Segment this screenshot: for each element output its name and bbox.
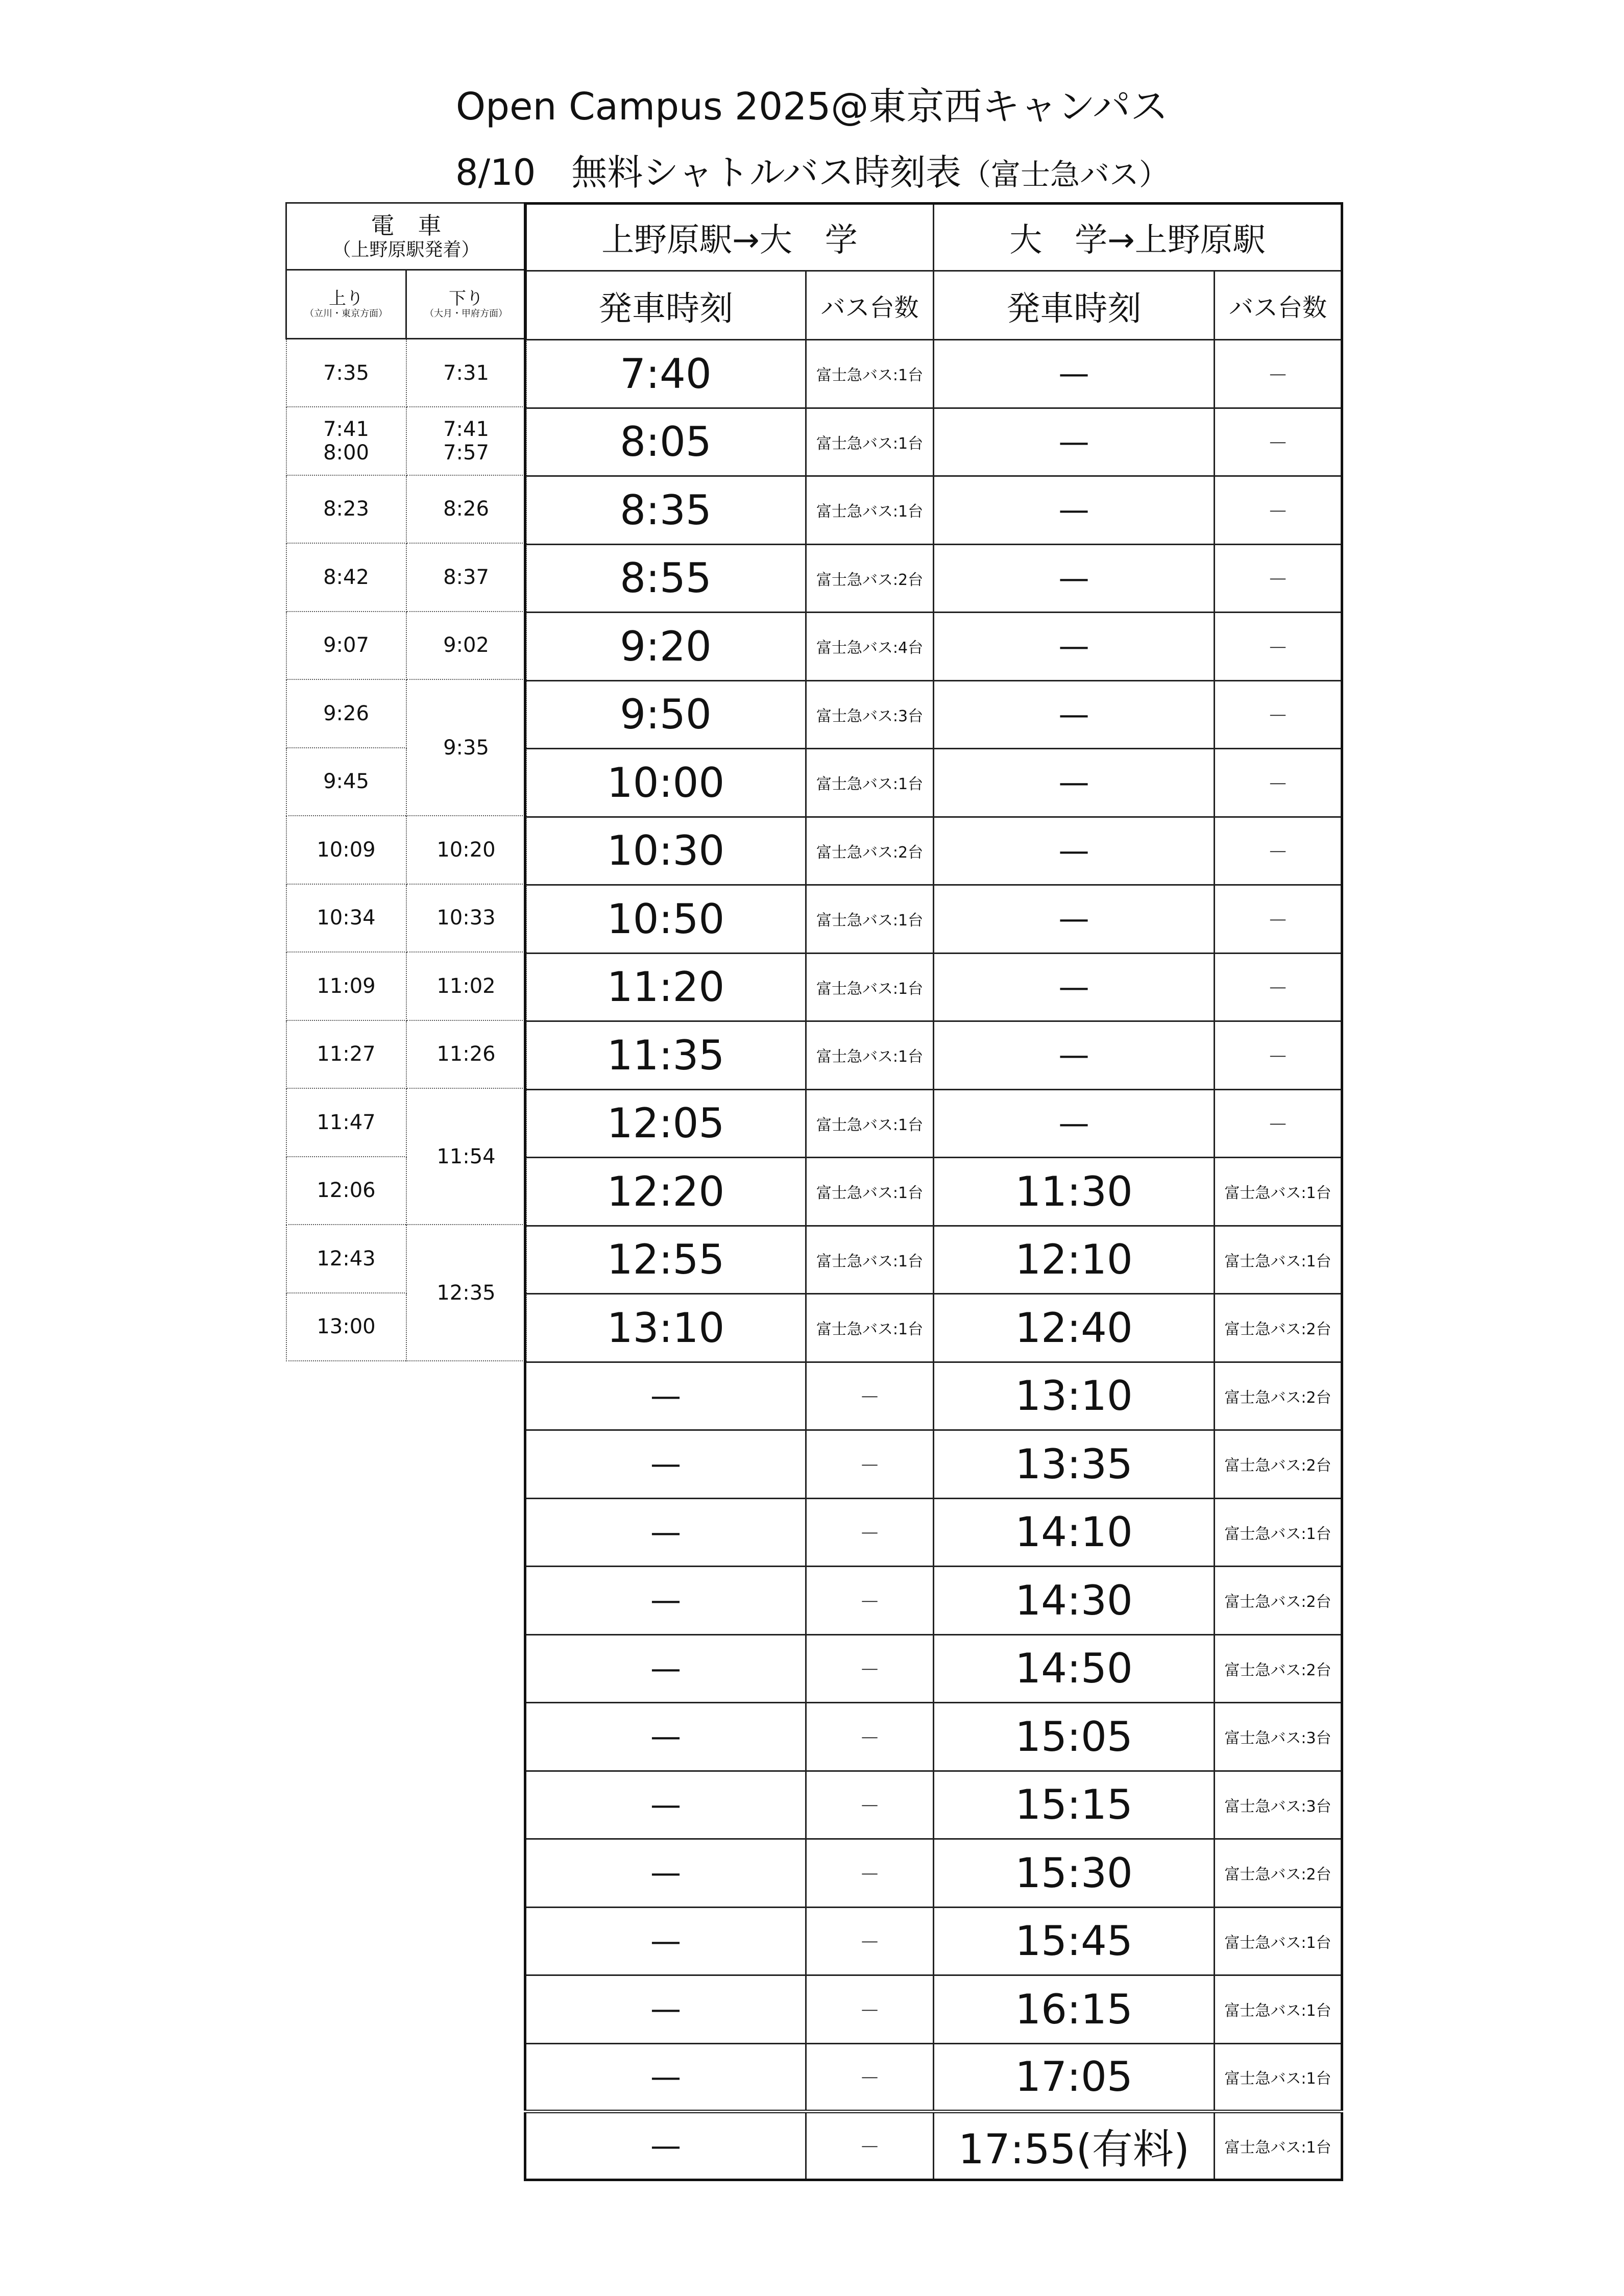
- departure-to-station: —: [934, 953, 1215, 1021]
- bus-count-to-station: 富士急バス:1台: [1215, 1975, 1342, 2044]
- down-train-time: 11:26: [406, 1020, 526, 1089]
- bus-count-to-university: －: [806, 1498, 934, 1567]
- departure-to-university: 9:50: [525, 680, 806, 749]
- departure-to-station: 14:30: [934, 1567, 1215, 1635]
- to-station-header: 大 学→上野原駅: [934, 204, 1342, 271]
- bus-count-to-university: 富士急バス:1台: [806, 885, 934, 954]
- bus-count-to-station: 富士急バス:3台: [1215, 1703, 1342, 1771]
- up-train-time: 10:09: [286, 816, 406, 884]
- bus-count-to-station: 富士急バス:2台: [1215, 1567, 1342, 1635]
- bus-count-to-university: 富士急バス:1台: [806, 340, 934, 408]
- bus-count-to-station: 富士急バス:1台: [1215, 1226, 1342, 1294]
- departure-to-station: —: [934, 885, 1215, 954]
- bus-count-to-station: －: [1215, 680, 1342, 749]
- bus-count-to-station: －: [1215, 476, 1342, 545]
- up-train-time: 12:06: [286, 1157, 406, 1225]
- down-train-time: 9:02: [406, 612, 526, 680]
- train-row: [286, 1225, 526, 1293]
- down-train-time: 11:02: [406, 952, 526, 1020]
- departure-to-station: 16:15: [934, 1975, 1215, 2044]
- down-header: [406, 270, 526, 339]
- departure-to-university: —: [525, 1634, 806, 1703]
- bus-row: [525, 1771, 1342, 1839]
- train-row: [286, 407, 526, 475]
- bus-row: [525, 1021, 1342, 1090]
- departure-to-university: 8:55: [525, 544, 806, 613]
- departure-to-university: —: [525, 2043, 806, 2112]
- down-train-time: 10:33: [406, 884, 526, 952]
- up-train-time: 13:00: [286, 1293, 406, 1361]
- down-train-time: 9:35: [406, 679, 526, 816]
- train-row: [286, 1020, 526, 1089]
- bus-count-to-university: 富士急バス:1台: [806, 1294, 934, 1362]
- up-train-time: 9:07: [286, 612, 406, 680]
- bus-count-to-station: 富士急バス:2台: [1215, 1294, 1342, 1362]
- bus-row: [525, 953, 1342, 1021]
- departure-to-station: —: [934, 408, 1215, 476]
- bus-count-to-station: －: [1215, 749, 1342, 817]
- departure-to-university: 13:10: [525, 1294, 806, 1362]
- train-row: [286, 612, 526, 680]
- bus-count-to-university: 富士急バス:1台: [806, 408, 934, 476]
- train-row: [286, 543, 526, 612]
- departure-to-university: 12:20: [525, 1158, 806, 1226]
- departure-to-university: 10:30: [525, 817, 806, 885]
- train-header: [286, 203, 526, 270]
- up-label: 上り: [329, 288, 363, 309]
- bus-row: [525, 1430, 1342, 1499]
- bus-count-to-university: －: [806, 1771, 934, 1839]
- departure-to-university: —: [525, 1498, 806, 1567]
- bus-count-to-university: －: [806, 2112, 934, 2180]
- departure-to-station: 14:50: [934, 1634, 1215, 1703]
- bus-row: [525, 340, 1342, 408]
- bus-row: [525, 885, 1342, 954]
- bus-count-to-university: －: [806, 1567, 934, 1635]
- departure-to-university: —: [525, 1907, 806, 1975]
- bus-count-to-station: －: [1215, 885, 1342, 954]
- to-university-header: 上野原駅→大 学: [525, 204, 934, 271]
- down-train-time: 7:41 7:57: [406, 407, 526, 475]
- bus-row: [525, 749, 1342, 817]
- bus-row: [525, 1703, 1342, 1771]
- departure-to-university: —: [525, 2112, 806, 2180]
- bus-count-to-university: －: [806, 1975, 934, 2044]
- bus-row: [525, 1294, 1342, 1362]
- departure-to-university: 10:00: [525, 749, 806, 817]
- bus-row: [525, 1089, 1342, 1158]
- bus-count-to-university: －: [806, 1703, 934, 1771]
- subtitle-operator: （富士急バス）: [961, 157, 1169, 192]
- bus-row: [525, 1567, 1342, 1635]
- bus-row: [525, 1226, 1342, 1294]
- bus-count-to-university: 富士急バス:1台: [806, 1226, 934, 1294]
- subtitle-main: 8/10 無料シャトルバス時刻表: [455, 152, 961, 193]
- departure-to-station: 15:15: [934, 1771, 1215, 1839]
- bus-row: [525, 408, 1342, 476]
- train-row: [286, 339, 526, 407]
- departure-to-station: —: [934, 680, 1215, 749]
- bus-count-to-station: －: [1215, 544, 1342, 613]
- up-train-time: 8:42: [286, 543, 406, 612]
- bus-count-to-university: 富士急バス:4台: [806, 613, 934, 681]
- departure-to-university: 9:20: [525, 613, 806, 681]
- train-row: [286, 679, 526, 748]
- bus-count-to-university: 富士急バス:1台: [806, 749, 934, 817]
- departure-to-station: 13:35: [934, 1430, 1215, 1499]
- bus-count-to-station: －: [1215, 613, 1342, 681]
- departure-to-university: —: [525, 1567, 806, 1635]
- departure-to-station: 17:05: [934, 2043, 1215, 2112]
- departure-to-station: 12:10: [934, 1226, 1215, 1294]
- departure-to-station: —: [934, 340, 1215, 408]
- bus-count-to-university: 富士急バス:1台: [806, 476, 934, 545]
- down-train-time: 10:20: [406, 816, 526, 884]
- bus-count-to-station: 富士急バス:1台: [1215, 2043, 1342, 2112]
- bus-row: [525, 613, 1342, 681]
- down-direction: （大月・甲府方面）: [425, 308, 507, 319]
- down-train-time: 8:26: [406, 475, 526, 544]
- bus-count-to-station: 富士急バス:2台: [1215, 1430, 1342, 1499]
- bus-row: [525, 1362, 1342, 1430]
- bus-count-to-university: －: [806, 2043, 934, 2112]
- up-train-time: 9:45: [286, 748, 406, 816]
- departure-to-university: —: [525, 1703, 806, 1771]
- departure-to-station: 13:10: [934, 1362, 1215, 1430]
- up-train-time: 10:34: [286, 884, 406, 952]
- down-train-time: 7:31: [406, 339, 526, 407]
- up-train-time: 12:43: [286, 1225, 406, 1293]
- bus-count-to-university: 富士急バス:3台: [806, 680, 934, 749]
- bus-row: [525, 544, 1342, 613]
- bus-count-to-university: －: [806, 1362, 934, 1430]
- bus-row: [525, 2112, 1342, 2180]
- bus-count-to-station: －: [1215, 340, 1342, 408]
- bus-row: [525, 2043, 1342, 2112]
- departure-to-university: —: [525, 1839, 806, 1908]
- bus-row: [525, 817, 1342, 885]
- departure-to-university: 8:35: [525, 476, 806, 545]
- bus-count-to-university: 富士急バス:1台: [806, 953, 934, 1021]
- departure-to-university: —: [525, 1771, 806, 1839]
- bus-count-to-university: －: [806, 1634, 934, 1703]
- up-train-time: 8:23: [286, 475, 406, 544]
- down-label: 下り: [449, 288, 483, 309]
- bus-row: [525, 680, 1342, 749]
- bus-count-to-station: －: [1215, 817, 1342, 885]
- departure-to-station: 15:05: [934, 1703, 1215, 1771]
- train-header-main: 電 車: [371, 211, 442, 239]
- departure-to-station: —: [934, 1021, 1215, 1090]
- bus-count-to-station: 富士急バス:1台: [1215, 2112, 1342, 2180]
- bus-count-to-station: －: [1215, 1089, 1342, 1158]
- departure-to-university: 10:50: [525, 885, 806, 954]
- departure-to-station: 11:30: [934, 1158, 1215, 1226]
- bus-count-to-station: 富士急バス:2台: [1215, 1634, 1342, 1703]
- bus-count-to-station: －: [1215, 408, 1342, 476]
- down-train-time: 8:37: [406, 543, 526, 612]
- departure-to-university: —: [525, 1430, 806, 1499]
- bus-row: [525, 476, 1342, 545]
- departure-time-header: 発車時刻: [525, 271, 806, 340]
- up-train-time: 11:09: [286, 952, 406, 1020]
- train-row: [286, 952, 526, 1020]
- up-train-time: 7:35: [286, 339, 406, 407]
- bus-count-to-university: 富士急バス:1台: [806, 1021, 934, 1090]
- up-train-time: 7:41 8:00: [286, 407, 406, 475]
- train-row: [286, 1088, 526, 1157]
- bus-row: [525, 1839, 1342, 1908]
- departure-to-station: —: [934, 544, 1215, 613]
- up-train-time: 11:47: [286, 1088, 406, 1157]
- up-direction: （立川・東京方面）: [305, 308, 387, 319]
- up-train-time: 11:27: [286, 1020, 406, 1089]
- up-header: [286, 270, 406, 339]
- departure-to-university: 12:55: [525, 1226, 806, 1294]
- bus-count-to-university: －: [806, 1839, 934, 1908]
- bus-row: [525, 1634, 1342, 1703]
- departure-to-station: 12:40: [934, 1294, 1215, 1362]
- departure-to-university: —: [525, 1362, 806, 1430]
- departure-to-university: 11:35: [525, 1021, 806, 1090]
- train-row: [286, 816, 526, 884]
- bus-count-to-station: －: [1215, 953, 1342, 1021]
- bus-count-to-university: －: [806, 1907, 934, 1975]
- departure-to-university: 7:40: [525, 340, 806, 408]
- bus-timetable: [524, 202, 1343, 2181]
- departure-to-station: 15:30: [934, 1839, 1215, 1908]
- departure-time-header: 発車時刻: [934, 271, 1215, 340]
- train-header-sub: （上野原駅発着）: [332, 239, 480, 260]
- bus-row: [525, 1975, 1342, 2044]
- bus-count-to-station: 富士急バス:2台: [1215, 1362, 1342, 1430]
- page-subtitle: [0, 144, 1624, 196]
- train-timetable: [285, 202, 527, 1361]
- bus-count-to-university: 富士急バス:1台: [806, 1089, 934, 1158]
- departure-to-station: 14:10: [934, 1498, 1215, 1567]
- departure-to-university: —: [525, 1975, 806, 2044]
- bus-count-to-station: －: [1215, 1021, 1342, 1090]
- bus-count-to-station: 富士急バス:3台: [1215, 1771, 1342, 1839]
- departure-to-station: —: [934, 1089, 1215, 1158]
- down-train-time: 12:35: [406, 1225, 526, 1361]
- departure-to-station: —: [934, 476, 1215, 545]
- bus-row: [525, 1158, 1342, 1226]
- bus-row: [525, 1498, 1342, 1567]
- bus-count-header: バス台数: [806, 271, 934, 340]
- bus-count-to-station: 富士急バス:2台: [1215, 1839, 1342, 1908]
- down-train-time: 11:54: [406, 1088, 526, 1225]
- train-row: [286, 475, 526, 544]
- departure-to-university: 12:05: [525, 1089, 806, 1158]
- departure-to-station: —: [934, 749, 1215, 817]
- page-title: Open Campus 2025@東京西キャンパス: [455, 85, 1169, 129]
- bus-count-to-station: 富士急バス:1台: [1215, 1158, 1342, 1226]
- bus-count-to-university: 富士急バス:2台: [806, 817, 934, 885]
- departure-to-station: —: [934, 613, 1215, 681]
- train-row: [286, 884, 526, 952]
- departure-to-university: 11:20: [525, 953, 806, 1021]
- bus-row: [525, 1907, 1342, 1975]
- bus-count-to-station: 富士急バス:1台: [1215, 1498, 1342, 1567]
- bus-count-header: バス台数: [1215, 271, 1342, 340]
- departure-to-station: —: [934, 817, 1215, 885]
- departure-to-station: 17:55(有料): [934, 2112, 1215, 2180]
- bus-count-to-university: 富士急バス:2台: [806, 544, 934, 613]
- departure-to-university: 8:05: [525, 408, 806, 476]
- departure-to-station: 15:45: [934, 1907, 1215, 1975]
- up-train-time: 9:26: [286, 679, 406, 748]
- bus-count-to-university: －: [806, 1430, 934, 1499]
- bus-count-to-university: 富士急バス:1台: [806, 1158, 934, 1226]
- bus-count-to-station: 富士急バス:1台: [1215, 1907, 1342, 1975]
